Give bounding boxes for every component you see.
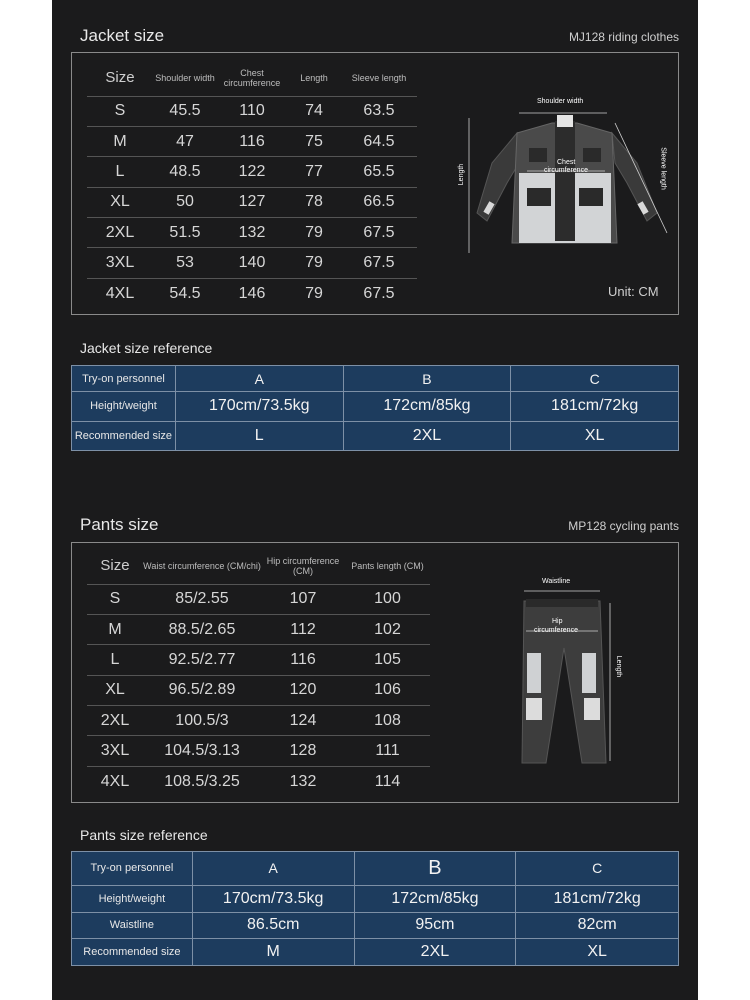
cell: 105: [345, 645, 430, 675]
cell: 54.5: [169, 284, 201, 302]
jacket-diagram: [457, 93, 672, 263]
label-recommended: Recommended size: [72, 939, 193, 966]
cell: 63.5: [341, 96, 417, 126]
table-row: [72, 939, 679, 966]
cell: 100: [345, 584, 430, 614]
col-header-length: Length: [287, 61, 341, 96]
cell: 2XL: [87, 218, 153, 248]
table-row: [87, 736, 430, 766]
cell: 170cm/73.5kg: [192, 885, 354, 912]
sleeve-length-label: Sleeve length: [659, 147, 667, 190]
cell: 104.5/3.13: [143, 736, 261, 766]
jacket-size-box: [71, 52, 679, 315]
cell: 3XL: [87, 736, 143, 766]
cell: 79: [287, 248, 341, 278]
person-a: A: [175, 366, 343, 392]
cell: 67.5: [341, 248, 417, 278]
cell: 77: [287, 157, 341, 187]
cell: 140: [217, 248, 287, 278]
size-chart-panel: [52, 0, 698, 1000]
waistline-label: Waistline: [542, 578, 571, 585]
table-row: [87, 614, 430, 644]
jacket-reference-title: Jacket size reference: [80, 340, 213, 356]
cell: 79: [305, 284, 323, 302]
jacket-illustration: [457, 93, 672, 263]
cell: 75: [287, 126, 341, 156]
length-label: Length: [458, 163, 466, 186]
cell: 65.5: [341, 157, 417, 187]
table-row: [72, 912, 679, 939]
cell: 45.5: [153, 96, 217, 126]
cell: 120: [261, 675, 345, 705]
chest-label-1: Chest: [557, 159, 576, 166]
label-recommended: Recommended size: [72, 421, 176, 450]
table-row: [87, 645, 430, 675]
cell: 172cm/85kg: [354, 885, 516, 912]
cell: 128: [261, 736, 345, 766]
table-row: [72, 392, 679, 421]
person-c: C: [511, 366, 679, 392]
pants-diagram: [502, 573, 652, 773]
shoulder-width-label: Shoulder width: [537, 98, 584, 105]
jacket-model: MJ128 riding clothes: [568, 30, 679, 44]
col-header-pants-length: Pants length (CM): [345, 549, 430, 584]
cell: S: [87, 584, 143, 614]
cell: 74: [287, 96, 341, 126]
cell: 67.5: [363, 284, 395, 302]
cell: 181cm/72kg: [516, 885, 679, 912]
cell: 116: [261, 645, 345, 675]
pants-illustration: [502, 573, 652, 773]
col-header-chest: Chest circumference: [217, 61, 287, 96]
person-b: B: [343, 366, 511, 392]
pants-model: MP128 cycling pants: [568, 519, 679, 533]
cell: 111: [345, 736, 430, 766]
hip-label-1: Hip: [552, 618, 563, 625]
cell: 127: [217, 187, 287, 217]
cell: M: [192, 939, 354, 966]
cell: XL: [87, 675, 143, 705]
cell: 67.5: [341, 218, 417, 248]
cell: 106: [345, 675, 430, 705]
hip-label-2: circumference: [534, 627, 578, 634]
table-row: [87, 96, 417, 126]
cell: 88.5/2.65: [143, 614, 261, 644]
table-row: [87, 766, 430, 796]
pants-reference-title: Pants size reference: [80, 827, 208, 843]
table-row: [87, 278, 417, 308]
cell: 146: [238, 284, 266, 302]
cell: XL: [511, 421, 679, 450]
cell: L: [175, 421, 343, 450]
cell: 114: [374, 772, 401, 790]
cell: 108.5/3.25: [164, 772, 240, 790]
person-c: C: [516, 852, 679, 886]
table-row: [87, 157, 417, 187]
col-header-size: Size: [87, 61, 153, 96]
cell: 172cm/85kg: [343, 392, 511, 421]
cell: 51.5: [153, 218, 217, 248]
table-row: [72, 885, 679, 912]
cell: M: [87, 126, 153, 156]
cell: 3XL: [87, 248, 153, 278]
cell: 79: [287, 218, 341, 248]
label-try-on: Try-on personnel: [72, 852, 193, 886]
cell: 122: [217, 157, 287, 187]
cell: 4XL: [100, 772, 130, 790]
cell: 86.5cm: [192, 912, 354, 939]
col-header-hip: Hip circumference (CM): [261, 549, 345, 584]
cell: 181cm/72kg: [511, 392, 679, 421]
jacket-size-table: [87, 61, 417, 309]
cell: 132: [289, 772, 317, 790]
pants-size-table: [87, 549, 430, 797]
pants-size-box: [71, 542, 679, 803]
cell: 4XL: [105, 284, 135, 302]
cell: L: [87, 645, 143, 675]
cell: 53: [153, 248, 217, 278]
cell: L: [87, 157, 153, 187]
jacket-size-title: Jacket size: [80, 26, 165, 45]
col-header-size: Size: [87, 549, 143, 584]
pants-size-title: Pants size: [80, 515, 159, 534]
label-height-weight: Height/weight: [72, 885, 193, 912]
label-height-weight: Height/weight: [72, 392, 176, 421]
cell: 92.5/2.77: [143, 645, 261, 675]
cell: 47: [153, 126, 217, 156]
table-row: [87, 126, 417, 156]
chest-label-2: circumference: [544, 167, 588, 174]
pants-length-label: Length: [615, 655, 623, 678]
col-header-waist: Waist circumference (CM/chi): [143, 549, 261, 584]
cell: 132: [217, 218, 287, 248]
cell: XL: [87, 187, 153, 217]
cell: M: [87, 614, 143, 644]
unit-label: Unit: CM: [608, 284, 659, 299]
table-row: [87, 248, 417, 278]
label-waistline: Waistline: [72, 912, 193, 939]
cell: 78: [287, 187, 341, 217]
cell: XL: [516, 939, 679, 966]
table-row: [87, 218, 417, 248]
cell: 170cm/73.5kg: [175, 392, 343, 421]
cell: 124: [261, 706, 345, 736]
cell: 48.5: [153, 157, 217, 187]
table-row: [72, 852, 679, 886]
cell: 112: [261, 614, 345, 644]
cell: 85/2.55: [143, 584, 261, 614]
cell: 82cm: [516, 912, 679, 939]
table-row: [87, 187, 417, 217]
cell: 102: [345, 614, 430, 644]
person-b: B: [354, 852, 516, 886]
table-header-row: [87, 549, 430, 584]
cell: 50: [153, 187, 217, 217]
table-row: [72, 421, 679, 450]
cell: 95cm: [354, 912, 516, 939]
cell: 107: [261, 584, 345, 614]
jacket-reference-table: [71, 365, 679, 451]
table-row: [72, 366, 679, 392]
cell: 116: [217, 126, 287, 156]
cell: 96.5/2.89: [143, 675, 261, 705]
table-header-row: [87, 61, 417, 96]
pants-reference-table: [71, 851, 679, 966]
cell: 64.5: [341, 126, 417, 156]
cell: 100.5/3: [143, 706, 261, 736]
col-header-shoulder: Shoulder width: [153, 61, 217, 96]
cell: 108: [345, 706, 430, 736]
table-row: [87, 675, 430, 705]
cell: 110: [217, 96, 287, 126]
cell: 2XL: [354, 939, 516, 966]
table-row: [87, 584, 430, 614]
cell: 66.5: [341, 187, 417, 217]
cell: 2XL: [343, 421, 511, 450]
cell: 2XL: [87, 706, 143, 736]
cell: S: [87, 96, 153, 126]
table-row: [87, 706, 430, 736]
col-header-sleeve: Sleeve length: [341, 61, 417, 96]
person-a: A: [192, 852, 354, 886]
label-try-on: Try-on personnel: [72, 366, 176, 392]
